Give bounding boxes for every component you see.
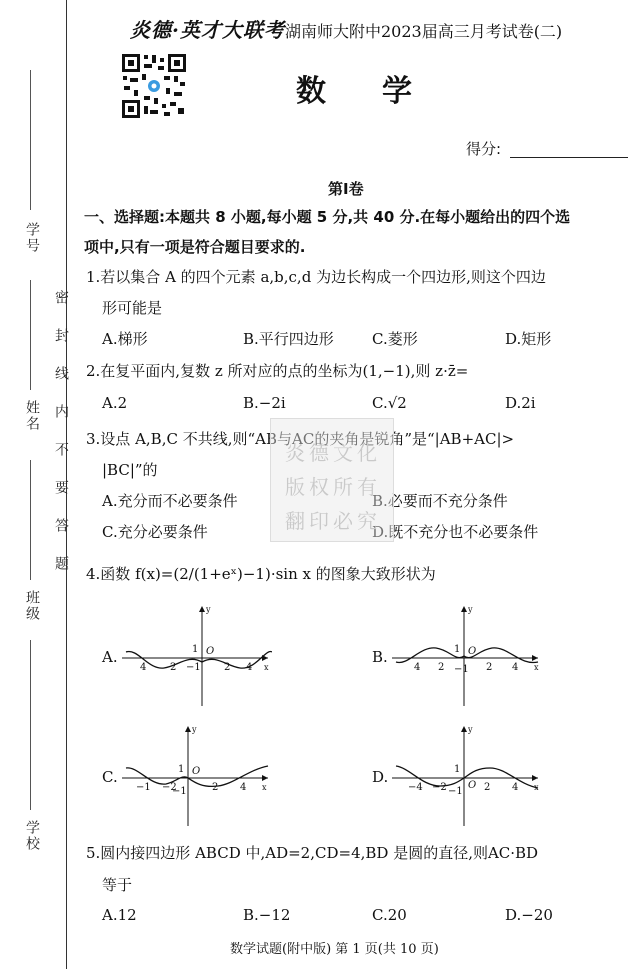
section-instruction-line1: 一、选择题:本题共 8 小题,每小题 5 分,共 40 分.在每小题给出的四个选	[84, 208, 571, 226]
q4-graph-b-label-5: −1	[454, 664, 469, 675]
q4-graph-a-label-3: 1	[192, 644, 199, 655]
q4-graph-d-label-5: −1	[448, 786, 463, 797]
q2-stem: 2.在复平面内,复数 z 所对应的点的坐标为(1,−1),则 z·z̄=	[86, 362, 469, 380]
q4-graph-a[interactable]	[122, 602, 272, 712]
copyright-watermark	[270, 418, 394, 542]
watermark-line3: 翻印必究	[285, 509, 381, 533]
q2-option-d[interactable]: D.2i	[505, 394, 536, 412]
q5-option-b[interactable]: B.−12	[243, 906, 291, 924]
school-blank	[30, 640, 31, 810]
q4-option-a[interactable]: A.	[102, 648, 118, 666]
q1-stem-line1: 1.若以集合 A 的四个元素 a,b,c,d 为边长构成一个四边形,则这个四边	[86, 268, 546, 286]
q4-graph-c-label-7: 4	[240, 782, 247, 793]
q5-stem-line1: 5.圆内接四边形 ABCD 中,AD=2,CD=4,BD 是圆的直径,则AC·BD	[86, 844, 539, 862]
q4-graph-b-label-1: 4	[414, 662, 421, 673]
part-title: 第Ⅰ卷	[328, 180, 364, 198]
page-footer: 数学试题(附中版) 第 1 页(共 10 页)	[230, 942, 439, 957]
q2-option-c[interactable]: C.√2	[372, 394, 407, 412]
q5-option-d[interactable]: D.−20	[505, 906, 553, 924]
q4-graph-d-label-1: −4	[408, 782, 423, 793]
q3-option-b[interactable]: B.必要而不充分条件	[372, 492, 508, 510]
q5-option-a[interactable]: A.12	[102, 906, 137, 924]
q1-option-d[interactable]: D.矩形	[505, 330, 552, 348]
q1-option-c[interactable]: C.菱形	[372, 330, 418, 348]
brand-title: 炎德·英才大联考	[130, 18, 285, 42]
q4-graph-b-label-7: 4	[512, 662, 519, 673]
name-blank	[30, 280, 31, 390]
student-id-label: 学号	[24, 222, 40, 254]
q4-graph-d-y-label: y	[468, 725, 473, 734]
q4-graph-c-label-2: −2	[162, 782, 177, 793]
q4-graph-d[interactable]	[392, 722, 542, 832]
q4-graph-b-label-6: 2	[486, 662, 493, 673]
q4-graph-b-label-2: 2	[438, 662, 445, 673]
q2-option-a[interactable]: A.2	[102, 394, 128, 412]
q1-option-a[interactable]: A.梯形	[102, 330, 148, 348]
q4-graph-a-label-2: 2	[170, 662, 177, 673]
q4-graph-d-label-2: −2	[432, 782, 447, 793]
q3-option-c[interactable]: C.充分必要条件	[102, 523, 208, 541]
name-label: 姓名	[24, 400, 40, 432]
q4-graph-b-x-label: x	[534, 663, 539, 672]
q5-option-c[interactable]: C.20	[372, 906, 407, 924]
q4-graph-b[interactable]	[392, 602, 542, 712]
q3-stem-line2: |BC|”的	[102, 461, 158, 479]
q4-graph-a-origin: O	[206, 646, 215, 657]
score-label: 得分:	[466, 140, 502, 158]
q4-graph-b-origin: O	[468, 646, 477, 657]
class-blank	[30, 460, 31, 580]
watermark-line1: 炎德文化	[285, 441, 381, 465]
q4-graph-a-y-label: y	[206, 605, 211, 614]
q4-option-c[interactable]: C.	[102, 768, 118, 786]
q4-graph-a-label-7: 4	[246, 662, 253, 673]
exam-subtitle: 湖南师大附中2023届高三月考试卷(二)	[284, 22, 563, 41]
q4-graph-a-label-6: 2	[224, 662, 231, 673]
q4-graph-d-label-6: 2	[484, 782, 491, 793]
q4-graph-c-label-3: 1	[178, 764, 185, 775]
q1-option-b[interactable]: B.平行四边形	[243, 330, 334, 348]
exam-header	[130, 14, 562, 43]
q4-graph-d-x-label: x	[534, 783, 539, 792]
q4-graph-c[interactable]	[122, 722, 272, 832]
student-id-blank	[30, 70, 31, 210]
q4-graph-d-label-3: 1	[454, 764, 461, 775]
class-label: 班级	[24, 590, 40, 622]
q3-option-a[interactable]: A.充分而不必要条件	[102, 492, 238, 510]
subject-title: 数学	[296, 74, 468, 109]
q4-graph-c-label-1: −1	[136, 782, 151, 793]
score-blank	[510, 157, 628, 158]
q4-graph-a-x-label: x	[264, 663, 269, 672]
q4-graph-c-origin: O	[192, 766, 201, 777]
q4-graph-d-label-7: 4	[512, 782, 519, 793]
q4-graph-b-label-3: 1	[454, 644, 461, 655]
q4-graph-c-label-5: −1	[172, 786, 187, 797]
q4-graph-a-label-1: 4	[140, 662, 147, 673]
q4-option-b[interactable]: B.	[372, 648, 388, 666]
seal-notice: 密封线内不要答题	[53, 290, 69, 594]
q4-graph-c-y-label: y	[192, 725, 197, 734]
q4-graph-d-origin: O	[468, 780, 477, 791]
q4-graph-c-label-6: 2	[212, 782, 219, 793]
q4-option-d[interactable]: D.	[372, 768, 389, 786]
q3-option-d[interactable]: D.既不充分也不必要条件	[372, 523, 539, 541]
q4-graph-b-y-label: y	[468, 605, 473, 614]
q2-option-b[interactable]: B.−2i	[243, 394, 286, 412]
q3-stem-line1: 3.设点 A,B,C 不共线,则“AB与AC的夹角是锐角”是“|AB+AC|>	[86, 430, 515, 448]
q4-stem: 4.函数 f(x)=(2/(1+eˣ)−1)·sin x 的图象大致形状为	[86, 565, 436, 583]
qr-code-icon	[120, 52, 188, 120]
q5-stem-line2: 等于	[102, 876, 133, 894]
section-instruction-line2: 项中,只有一项是符合题目要求的.	[84, 238, 306, 256]
q1-stem-line2: 形可能是	[102, 299, 163, 317]
q4-graph-c-x-label: x	[262, 783, 267, 792]
watermark-line2: 版权所有	[285, 475, 381, 499]
q4-graph-a-label-5: −1	[186, 662, 201, 673]
school-label: 学校	[24, 820, 40, 852]
